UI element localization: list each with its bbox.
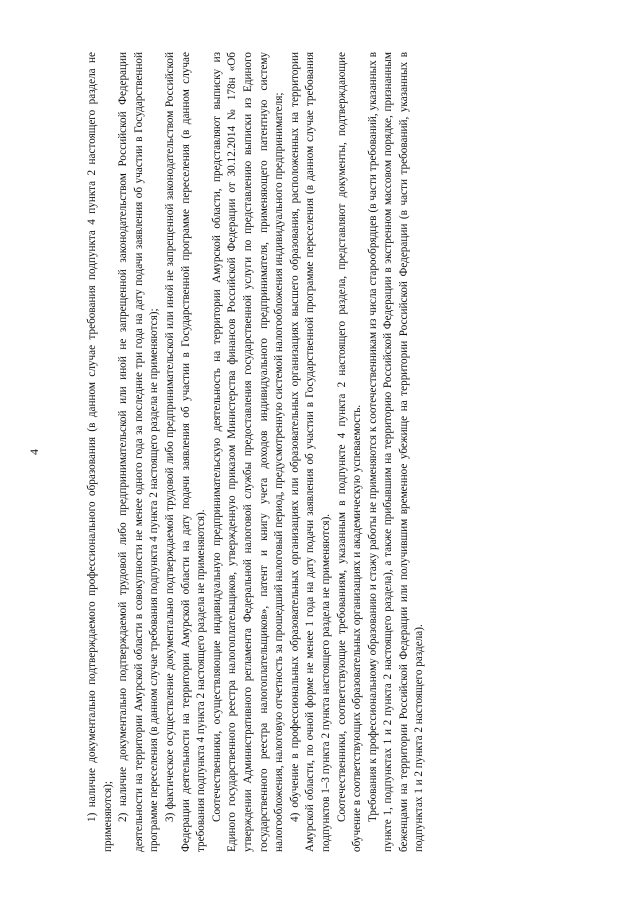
- page-number: 4: [27, 449, 41, 455]
- paragraph: Соотечественники, соответствующие требованиям, указанным в подпункте 4 пункта 2 настоящего раздела, представляют документы, подтверждающие обучение в соответствующих образовательных организациях и академическую успеваемость.: [335, 52, 364, 852]
- paragraph: 2) наличие документально подтверждаемой трудовой либо предпринимательской или иной не запрещенной законодательством Российской Федерации деятельности на территории Амурской области в совокупности не менее одного года за последние три года на дату подачи заявления об участии в Государственной программе переселения (в данном случае требования подпункта 4 пункта 2 настоящего раздела не применяются);: [117, 52, 161, 852]
- rotated-content: [27, 52, 555, 852]
- paragraph: 4) обучение в профессиональных образовательных организациях или образовательных организациях высшего образования, расположенных на территории Амурской области, по очной форме не менее 1 года на дату подачи заявления об участии в Государственной программе переселения (в данном случае требования подпунктов 1–3 пункта 2 пункта настоящего раздела не применяются).: [288, 52, 332, 852]
- paragraph: 1) наличие документально подтверждаемого профессионального образования (в данном случае требования подпункта 4 пункта 2 настоящего раздела не применяются);: [86, 52, 114, 852]
- paragraph: 3) фактическое осуществление документально подтверждаемой трудовой либо предпринимательской или иной не запрещенной законодательством Российской Федерации деятельности на территории Амурской области на дату подачи заявления об участии в Государственной программе переселения (в данном случае требования подпункта 4 пункта 2 настоящего раздела не применяются).: [163, 52, 208, 852]
- document-body: [85, 52, 428, 852]
- paragraph: Требования к профессиональному образованию и стажу работы не применяются к соотечественникам из числа старообрядцев (в части требований, указанных в пункте 1, подпунктах 1 и 2 пункта 2 настоящего раздела), а также прибывшим на территорию Российской Федерации в экстренном массовом порядке, признанным беженцами на территории Российской Федерации или получившим временное убежище на территории Российской Федерации (в части требований, указанных в подпунктах 1 и 2 пункта 2 настоящего раздела).: [366, 52, 426, 852]
- paragraph: Соотечественники, осуществляющие индивидуальную предпринимательскую деятельность на территории Амурской области, представляют выписку из Единого государственного реестра налогоплательщиков, утвержденную приказом Министерства финансов Российской Федерации от 30.12.2014 № 178н «Об утверждении Административного регламента Федеральной налоговой службы предоставления государственной услуги по представлению выписки из Единого государственного реестра налогоплательщиков», патент и книгу учета доходов индивидуального предпринимателя, применяющего патентную систему налогообложения, налоговую отчетность за прошедший налоговый период, предусмотренную системой налогообложения индивидуального предпринимателя;: [210, 52, 286, 852]
